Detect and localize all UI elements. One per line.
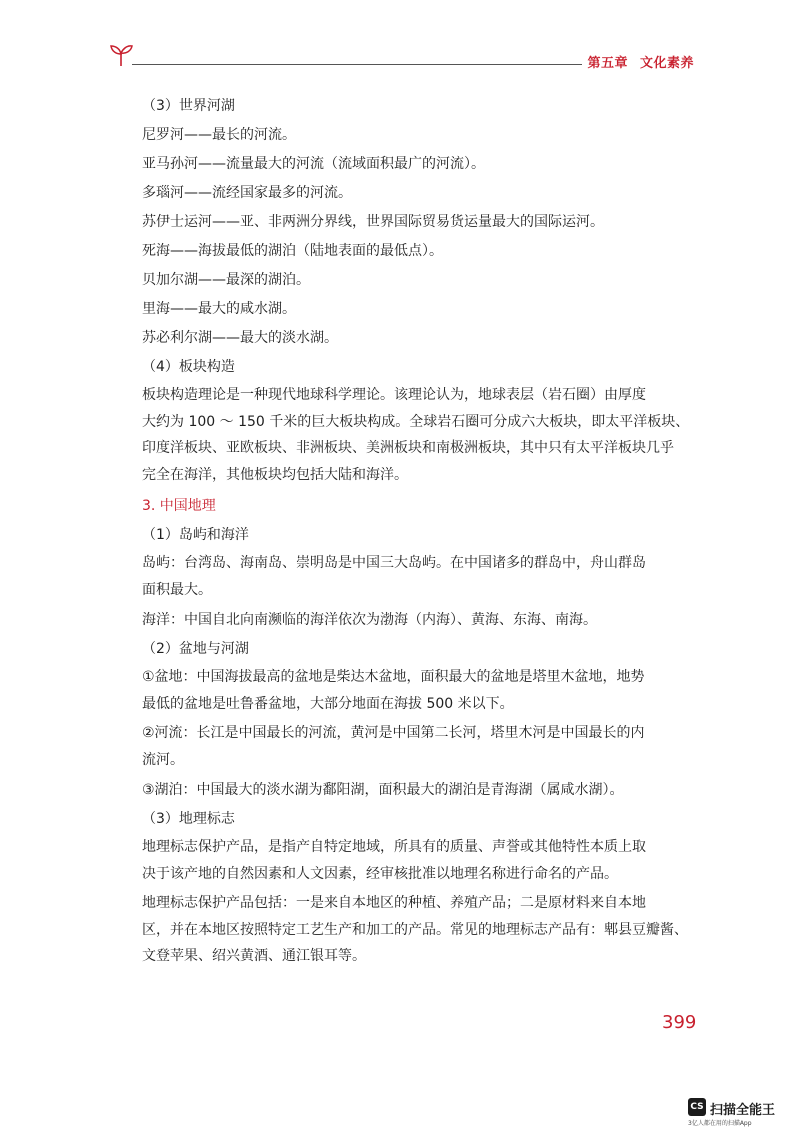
heading-geo-indication: （3）地理标志 <box>142 811 235 827</box>
paragraph-line: 板块构造理论是一种现代地球科学理论。该理论认为，地球表层（岩石圈）由厚度 <box>142 387 646 403</box>
section-heading-china-geography: 3. 中国地理 <box>142 498 216 514</box>
heading-world-rivers: （3）世界河湖 <box>142 98 235 114</box>
heading-plate-tectonics: （4）板块构造 <box>142 359 235 375</box>
paragraph-line: 地理标志保护产品，是指产自特定地域，所具有的质量、声誉或其他特性本质上取 <box>142 839 646 855</box>
seas-line: 海洋：中国自北向南濒临的海洋依次为渤海（内海）、黄海、东海、南海。 <box>142 612 597 628</box>
page-content <box>142 92 694 973</box>
china-rivers-paragraph <box>142 720 694 773</box>
heading-islands-seas: （1）岛屿和海洋 <box>142 527 249 543</box>
paragraph-line: 文登苹果、绍兴黄酒、通江银耳等。 <box>142 948 366 964</box>
chapter-title: 文化素养 <box>639 56 694 71</box>
river-line: 苏必利尔湖——最大的淡水湖。 <box>142 330 338 346</box>
chapter-number: 第五章 <box>587 56 628 71</box>
basins-paragraph <box>142 664 694 717</box>
sprout-icon <box>108 42 134 68</box>
paragraph-line: 岛屿：台湾岛、海南岛、崇明岛是中国三大岛屿。在中国诸多的群岛中，舟山群岛 <box>142 555 646 571</box>
paragraph-line: 地理标志保护产品包括：一是来自本地区的种植、养殖产品；二是原材料来自本地 <box>142 895 646 911</box>
paragraph-line: ②河流：长江是中国最长的河流，黄河是中国第二长河，塔里木河是中国最长的内 <box>142 725 645 741</box>
paragraph-line: 大约为 100 ～ 150 千米的巨大板块构成。全球岩石圈可分成六大板块，即太平洋板块、 <box>142 413 690 430</box>
paragraph-line: 印度洋板块、亚欧板块、非洲板块、美洲板块和南极洲板块，其中只有太平洋板块几乎 <box>142 440 674 456</box>
heading-basins-rivers: （2）盆地与河湖 <box>142 641 249 657</box>
paragraph-line: 完全在海洋，其他板块均包括大陆和海洋。 <box>142 466 408 483</box>
geo-paragraph-2 <box>142 890 694 970</box>
paragraph-line: 决于该产地的自然因素和人文因素，经审核批准以地理名称进行命名的产品。 <box>142 865 618 882</box>
river-line: 尼罗河——最长的河流。 <box>142 127 296 143</box>
camscanner-logo-icon: CS <box>688 1098 706 1116</box>
scanner-tagline: 3亿人都在用的扫描App <box>688 1120 752 1127</box>
scanner-watermark <box>688 1096 792 1126</box>
paragraph-line: 区，并在本地区按照特定工艺生产和加工的产品。常见的地理标志产品有：郫县豆瓣酱、 <box>142 921 688 938</box>
river-line: 死海——海拔最低的湖泊（陆地表面的最低点）。 <box>142 243 443 259</box>
geo-paragraph-1 <box>142 834 694 887</box>
paragraph-line: 最低的盆地是吐鲁番盆地，大部分地面在海拔 500 米以下。 <box>142 695 514 712</box>
islands-paragraph <box>142 550 694 603</box>
page-number: 399 <box>662 1012 697 1033</box>
chapter-label <box>587 52 694 71</box>
river-line: 苏伊士运河——亚、非两洲分界线，世界国际贸易货运量最大的国际运河。 <box>142 214 604 230</box>
paragraph-line: ①盆地：中国海拔最高的盆地是柴达木盆地，面积最大的盆地是塔里木盆地，地势 <box>142 669 645 685</box>
lakes-line: ③湖泊：中国最大的淡水湖为鄱阳湖，面积最大的湖泊是青海湖（属咸水湖）。 <box>142 782 624 798</box>
scanner-name: 扫描全能王 <box>710 1103 776 1118</box>
header-rule <box>132 64 582 65</box>
river-line: 贝加尔湖——最深的湖泊。 <box>142 272 310 288</box>
river-line: 亚马孙河——流量最大的河流（流域面积最广的河流）。 <box>142 156 485 172</box>
plates-paragraph <box>142 382 694 488</box>
page-header <box>108 40 700 76</box>
paragraph-line: 面积最大。 <box>142 581 212 598</box>
paragraph-line: 流河。 <box>142 751 184 768</box>
river-line: 多瑙河——流经国家最多的河流。 <box>142 185 352 201</box>
river-line: 里海——最大的咸水湖。 <box>142 301 296 317</box>
